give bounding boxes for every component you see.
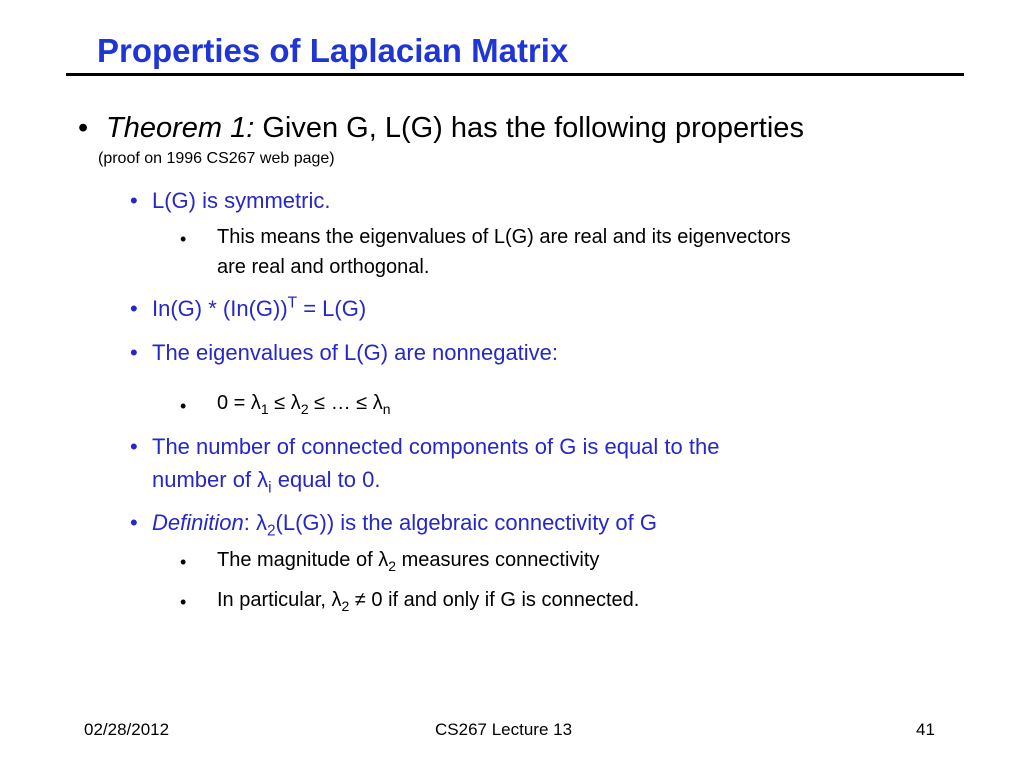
footer-course: CS267 Lecture 13	[435, 720, 573, 739]
components-part: number of λ	[152, 467, 269, 492]
incidence-text-a: In(G) * (In(G))	[152, 296, 288, 321]
definition-label: Definition	[152, 510, 244, 535]
bullet-icon: •	[130, 340, 138, 365]
item-symmetric: L(G) is symmetric.	[152, 188, 331, 213]
item-incidence	[152, 296, 366, 321]
connected-part: In particular, λ	[217, 589, 342, 611]
magnitude-part: The magnitude of λ	[217, 549, 389, 571]
definition-line	[152, 510, 657, 540]
bullet-icon: •	[78, 112, 89, 144]
theorem-label: Theorem 1:	[106, 112, 255, 144]
definition-part: : λ	[243, 510, 267, 535]
ordering-part: 0 = λ	[217, 392, 261, 414]
symmetric-detail-line-1: This means the eigenvalues of L(G) are real and its eigenvectors	[217, 226, 791, 248]
proof-note: (proof on 1996 CS267 web page)	[98, 150, 335, 167]
item-nonnegative: The eigenvalues of L(G) are nonnegative:	[152, 340, 559, 365]
magnitude-line	[217, 549, 599, 572]
ordering-part: ≤ λ	[268, 392, 301, 414]
connected-subscript: 2	[341, 598, 350, 614]
eigenvalue-ordering	[217, 392, 391, 415]
bullet-icon: •	[130, 188, 138, 213]
definition-subscript: 2	[266, 522, 276, 540]
bullet-icon: •	[180, 552, 187, 572]
connected-line	[217, 589, 639, 612]
bullet-icon: •	[180, 396, 187, 416]
bullet-icon: •	[180, 592, 187, 612]
components-part: equal to 0.	[271, 467, 381, 492]
symmetric-detail-line-2: are real and orthogonal.	[217, 256, 430, 278]
ordering-subscript: n	[382, 401, 391, 417]
components-subscript: i	[268, 479, 272, 497]
ordering-part: ≤ … ≤ λ	[308, 392, 383, 414]
title-underline	[66, 73, 964, 76]
incidence-text-b: = L(G)	[297, 296, 367, 321]
connected-part: ≠ 0 if and only if G is connected.	[349, 589, 640, 611]
theorem-line	[106, 112, 804, 145]
magnitude-subscript: 2	[388, 558, 397, 574]
footer-page-number: 41	[916, 720, 935, 739]
bullet-icon: •	[130, 510, 138, 535]
components-line-2	[152, 467, 381, 497]
bullet-icon: •	[130, 434, 138, 459]
bullet-icon: •	[130, 296, 138, 321]
slide-title: Properties of Laplacian Matrix	[97, 32, 569, 69]
ordering-subscript: 2	[300, 401, 309, 417]
definition-part: (L(G)) is the algebraic connectivity of G	[275, 510, 657, 535]
bullet-icon: •	[180, 229, 187, 249]
theorem-text: Given G, L(G) has the following properties	[254, 112, 804, 144]
ordering-subscript: 1	[260, 401, 269, 417]
transpose-superscript: T	[287, 294, 298, 312]
components-line-1: The number of connected components of G is equal to the	[152, 434, 720, 459]
magnitude-part: measures connectivity	[396, 549, 600, 571]
footer-date: 02/28/2012	[84, 720, 170, 739]
